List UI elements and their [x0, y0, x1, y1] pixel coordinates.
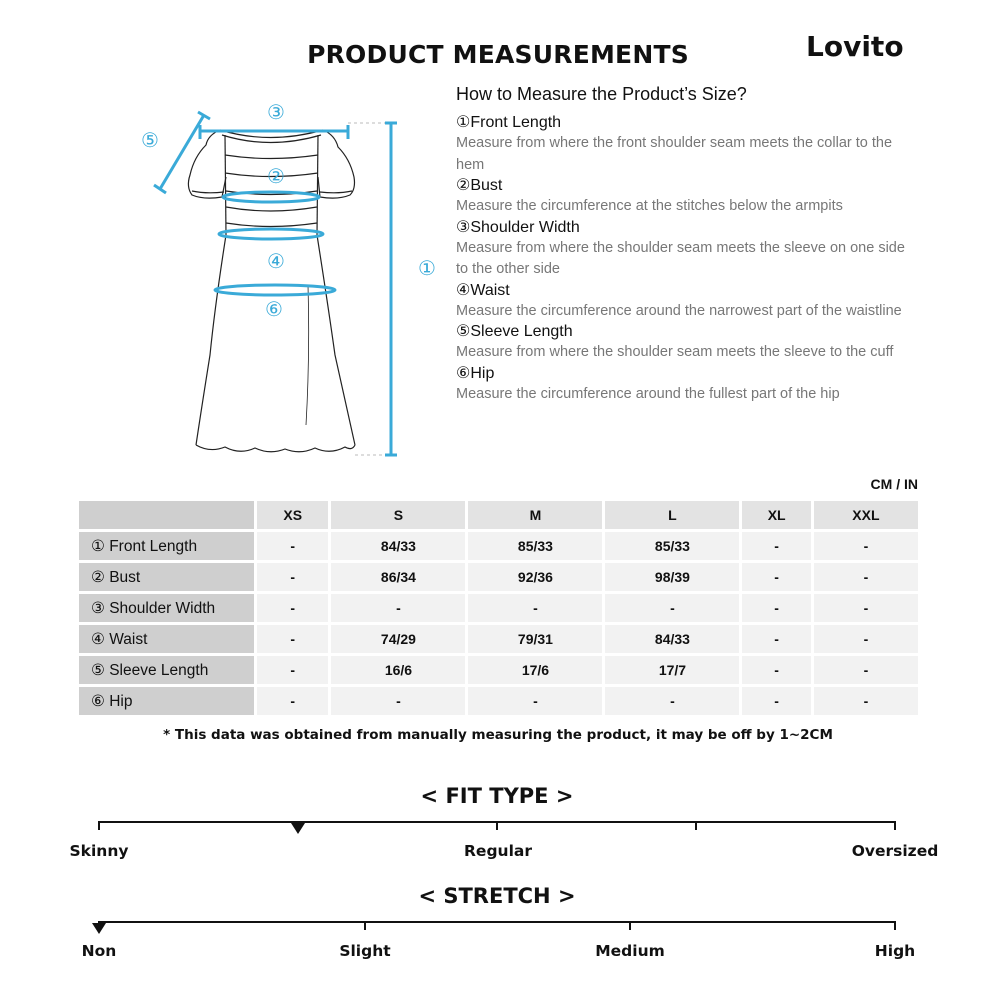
table-cell: -	[814, 656, 918, 684]
guide-item-waist	[456, 281, 906, 323]
table-cell: -	[257, 687, 328, 715]
table-cell: 84/33	[331, 532, 465, 560]
table-cell: -	[814, 594, 918, 622]
table-cell: 17/6	[468, 656, 602, 684]
table-cell: 92/36	[468, 563, 602, 591]
table-row	[79, 687, 918, 715]
fit-label-regular: Regular	[464, 842, 532, 860]
table-cell: -	[468, 687, 602, 715]
table-cell: -	[257, 656, 328, 684]
table-cell: 16/6	[331, 656, 465, 684]
guide-item-name: ②Bust	[456, 177, 503, 194]
stretch-indicator-icon	[92, 923, 106, 934]
stretch-tick	[629, 921, 631, 930]
table-cell: -	[814, 532, 918, 560]
table-cell: -	[742, 532, 810, 560]
table-cell: -	[257, 563, 328, 591]
table-row	[79, 563, 918, 591]
table-cell: -	[605, 594, 739, 622]
table-row	[79, 625, 918, 653]
guide-item-name: ⑥Hip	[456, 364, 495, 382]
guide-item-desc: Measure the circumference around the narrowest part of the waistline	[456, 302, 902, 319]
table-cell: -	[605, 687, 739, 715]
marker-waist: ④	[267, 249, 285, 273]
row-label: ④ Waist	[79, 625, 254, 653]
guide-item-desc: Measure the circumference around the fullest part of the hip	[456, 385, 840, 402]
marker-hip: ⑥	[265, 297, 283, 321]
marker-shoulder-width: ③	[267, 100, 285, 124]
size-chart-table	[76, 498, 921, 718]
fit-type-indicator-icon	[291, 823, 305, 834]
size-header: XXL	[814, 501, 918, 529]
guide-item-sleeve-length	[456, 322, 906, 364]
size-header: XS	[257, 501, 328, 529]
guide-item-name: ④Waist	[456, 281, 510, 299]
guide-item-name: ⑤Sleeve Length	[456, 323, 573, 340]
size-header: M	[468, 501, 602, 529]
stretch-tick	[364, 921, 366, 930]
row-label: ③ Shoulder Width	[79, 594, 254, 622]
guide-item-desc: Measure the circumference at the stitches below the armpits	[456, 198, 843, 214]
table-cell: 86/34	[331, 563, 465, 591]
table-row	[79, 532, 918, 560]
row-label: ① Front Length	[79, 532, 254, 560]
marker-sleeve-length: ⑤	[141, 128, 159, 152]
fit-type-tick	[894, 821, 896, 830]
table-cell: -	[814, 563, 918, 591]
table-cell: -	[742, 687, 810, 715]
table-cell: -	[331, 594, 465, 622]
table-cell: -	[257, 532, 328, 560]
stretch-label-high: High	[874, 942, 916, 960]
table-cell: -	[742, 656, 810, 684]
stretch-label-slight: Slight	[339, 942, 391, 960]
guide-item-name: ①Front Length	[456, 114, 562, 131]
table-cell: 79/31	[468, 625, 602, 653]
fit-type-tick	[496, 821, 498, 830]
units-label: CM / IN	[870, 476, 918, 492]
table-row	[79, 594, 918, 622]
size-header: L	[605, 501, 739, 529]
table-cell: 85/33	[605, 532, 739, 560]
dress-measurement-diagram	[130, 95, 450, 465]
guide-title: How to Measure the Product’s Size?	[456, 84, 747, 104]
row-label: ② Bust	[79, 563, 254, 591]
table-cell: -	[814, 687, 918, 715]
guide-item-desc: Measure from where the shoulder seam meets the sleeve to the cuff	[456, 344, 894, 360]
size-header: S	[331, 501, 465, 529]
table-row	[79, 656, 918, 684]
table-corner-cell	[79, 501, 254, 529]
guide-item-bust	[456, 176, 906, 218]
guide-item-name: ③Shoulder Width	[456, 218, 580, 236]
table-cell: 74/29	[331, 625, 465, 653]
guide-item-front-length	[456, 113, 906, 176]
page-title: PRODUCT MEASUREMENTS	[307, 40, 689, 69]
fit-type-tick	[695, 821, 697, 830]
table-cell: 85/33	[468, 532, 602, 560]
table-cell: 84/33	[605, 625, 739, 653]
fit-type-tick	[98, 821, 100, 830]
measurement-guide	[456, 84, 906, 405]
table-cell: -	[742, 563, 810, 591]
stretch-label-non: Non	[81, 942, 117, 960]
guide-item-shoulder-width	[456, 218, 906, 281]
table-cell: -	[257, 594, 328, 622]
row-label: ⑥ Hip	[79, 687, 254, 715]
table-cell: -	[257, 625, 328, 653]
guide-item-desc: Measure from where the shoulder seam meets the sleeve on one side to the other side	[456, 239, 905, 277]
guide-item-hip	[456, 364, 906, 406]
fit-label-oversized: Oversized	[851, 842, 939, 860]
stretch-line	[99, 921, 896, 923]
table-cell: 17/7	[605, 656, 739, 684]
brand-logo: Lovito	[806, 30, 904, 63]
table-header-row	[79, 501, 918, 529]
measurement-note: * This data was obtained from manually measuring the product, it may be off by 1~2CM	[163, 727, 833, 743]
table-cell: -	[814, 625, 918, 653]
table-cell: -	[742, 625, 810, 653]
fit-label-skinny: Skinny	[69, 842, 129, 860]
table-cell: -	[468, 594, 602, 622]
table-cell: -	[742, 594, 810, 622]
fit-type-title: < FIT TYPE >	[420, 784, 574, 808]
guide-item-desc: Measure from where the front shoulder seam meets the collar to the hem	[456, 135, 893, 173]
row-label: ⑤ Sleeve Length	[79, 656, 254, 684]
size-header: XL	[742, 501, 810, 529]
stretch-tick	[894, 921, 896, 930]
marker-bust: ②	[267, 164, 285, 188]
stretch-label-medium: Medium	[595, 942, 665, 960]
stretch-title: < STRETCH >	[418, 884, 576, 908]
marker-front-length: ①	[418, 256, 436, 280]
table-cell: 98/39	[605, 563, 739, 591]
table-cell: -	[331, 687, 465, 715]
